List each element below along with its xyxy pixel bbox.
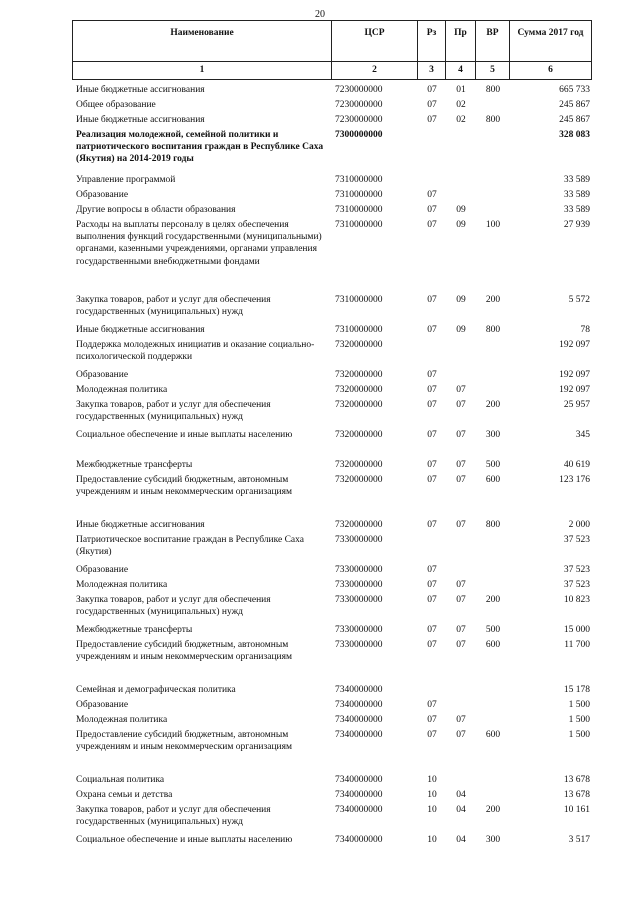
cell-sum: 192 097 (559, 340, 590, 350)
cell-sum: 245 867 (559, 115, 590, 125)
cell-pr: 09 (456, 205, 466, 215)
cell-rz: 07 (427, 580, 437, 590)
cell-csr: 7310000000 (335, 325, 383, 335)
header-csr: ЦСР (364, 28, 385, 38)
cell-csr: 7340000000 (335, 805, 383, 815)
cell-rz: 10 (427, 790, 437, 800)
cell-csr: 7340000000 (335, 700, 383, 710)
header-num-rz: 3 (429, 65, 434, 75)
header-sum-cell (509, 20, 592, 80)
cell-vr: 600 (485, 640, 501, 650)
cell-name: Общее образование (76, 100, 156, 110)
cell-sum: 37 523 (563, 535, 590, 545)
cell-name: Иные бюджетные ассигнования (76, 520, 205, 530)
cell-vr: 800 (485, 520, 501, 530)
cell-rz: 07 (427, 715, 437, 725)
cell-rz: 07 (427, 625, 437, 635)
cell-vr: 300 (485, 430, 501, 440)
cell-sum: 40 619 (563, 460, 590, 470)
cell-name: Управление программой (76, 175, 176, 185)
cell-csr: 7310000000 (335, 295, 383, 305)
cell-sum: 328 083 (559, 130, 590, 140)
cell-sum: 665 733 (559, 85, 590, 95)
cell-rz: 07 (427, 520, 437, 530)
cell-csr: 7230000000 (335, 85, 383, 95)
cell-rz: 07 (427, 190, 437, 200)
cell-name: Закупка товаров, работ и услуг для обеспечения государственных (муниципальных) нужд (76, 805, 271, 828)
cell-csr: 7320000000 (335, 400, 383, 410)
header-vr-cell (475, 20, 510, 80)
cell-sum: 192 097 (559, 385, 590, 395)
cell-sum: 10 823 (563, 595, 590, 605)
cell-csr: 7340000000 (335, 775, 383, 785)
cell-rz: 07 (427, 430, 437, 440)
cell-rz: 07 (427, 400, 437, 410)
cell-name: Семейная и демографическая политика (76, 685, 236, 695)
table-header (72, 20, 592, 82)
cell-rz: 07 (427, 385, 437, 395)
cell-rz: 10 (427, 805, 437, 815)
cell-name: Другие вопросы в области образования (76, 205, 236, 215)
cell-pr: 07 (456, 715, 466, 725)
cell-name: Социальное обеспечение и иные выплаты населению (76, 835, 293, 845)
cell-csr: 7320000000 (335, 385, 383, 395)
cell-csr: 7330000000 (335, 565, 383, 575)
header-sum: Сумма 2017 год (517, 28, 584, 38)
cell-name: Предоставление субсидий бюджетным, автономным учреждениям и иным некоммерческим организациям (76, 730, 293, 753)
cell-pr: 09 (456, 295, 466, 305)
cell-pr: 07 (456, 385, 466, 395)
cell-vr: 800 (485, 85, 501, 95)
cell-vr: 300 (485, 835, 501, 845)
cell-name: Реализация молодежной, семейной политики и патриотического воспитания граждан в Республике Саха (Якутия) на 2014-2019 годы (76, 130, 324, 165)
cell-csr: 7300000000 (335, 130, 383, 140)
cell-vr: 200 (485, 805, 501, 815)
cell-pr: 07 (456, 520, 466, 530)
cell-csr: 7310000000 (335, 220, 383, 230)
cell-rz: 07 (427, 220, 437, 230)
cell-rz: 07 (427, 565, 437, 575)
cell-rz: 07 (427, 295, 437, 305)
cell-sum: 27 939 (563, 220, 590, 230)
cell-csr: 7320000000 (335, 430, 383, 440)
cell-vr: 800 (485, 325, 501, 335)
cell-csr: 7310000000 (335, 175, 383, 185)
cell-csr: 7340000000 (335, 685, 383, 695)
cell-csr: 7330000000 (335, 625, 383, 635)
cell-vr: 600 (485, 475, 501, 485)
cell-csr: 7320000000 (335, 340, 383, 350)
cell-rz: 07 (427, 700, 437, 710)
cell-name: Образование (76, 565, 129, 575)
header-num-pr: 4 (458, 65, 463, 75)
cell-csr: 7320000000 (335, 520, 383, 530)
cell-rz: 07 (427, 370, 437, 380)
header-num-csr: 2 (372, 65, 377, 75)
header-pr: Пр (454, 28, 467, 38)
cell-pr: 07 (456, 625, 466, 635)
page-number: 20 (315, 9, 325, 20)
cell-name: Межбюджетные трансферты (76, 625, 193, 635)
header-csr-cell (331, 20, 418, 80)
cell-sum: 13 678 (563, 775, 590, 785)
cell-csr: 7340000000 (335, 835, 383, 845)
cell-name: Охрана семьи и детства (76, 790, 173, 800)
cell-csr: 7330000000 (335, 580, 383, 590)
cell-csr: 7330000000 (335, 535, 383, 545)
cell-vr: 600 (485, 730, 501, 740)
cell-rz: 07 (427, 325, 437, 335)
cell-rz: 07 (427, 85, 437, 95)
cell-vr: 200 (485, 400, 501, 410)
header-rz: Рз (426, 28, 437, 38)
cell-sum: 3 517 (568, 835, 590, 845)
cell-sum: 345 (575, 430, 590, 440)
cell-name: Закупка товаров, работ и услуг для обеспечения государственных (муниципальных) нужд (76, 400, 271, 423)
cell-name: Молодежная политика (76, 715, 168, 725)
cell-pr: 07 (456, 460, 466, 470)
cell-vr: 500 (485, 625, 501, 635)
header-vr: ВР (486, 28, 499, 38)
cell-pr: 04 (456, 805, 466, 815)
cell-sum: 1 500 (568, 715, 590, 725)
cell-name: Образование (76, 370, 129, 380)
cell-sum: 10 161 (563, 805, 590, 815)
cell-sum: 25 957 (563, 400, 590, 410)
header-name-cell (72, 20, 332, 80)
cell-name: Молодежная политика (76, 385, 168, 395)
cell-rz: 07 (427, 475, 437, 485)
header-name: Наименование (170, 28, 234, 38)
cell-sum: 123 176 (559, 475, 590, 485)
header-num-sum: 6 (548, 65, 553, 75)
cell-sum: 37 523 (563, 565, 590, 575)
cell-sum: 78 (580, 325, 590, 335)
cell-csr: 7230000000 (335, 115, 383, 125)
cell-rz: 07 (427, 100, 437, 110)
cell-name: Поддержка молодежных инициатив и оказание социально-психологической поддержки (76, 340, 315, 363)
cell-vr: 500 (485, 460, 501, 470)
header-pr-cell (445, 20, 476, 80)
cell-name: Предоставление субсидий бюджетным, автономным учреждениям и иным некоммерческим организациям (76, 640, 293, 663)
cell-name: Иные бюджетные ассигнования (76, 115, 205, 125)
cell-csr: 7310000000 (335, 190, 383, 200)
cell-name: Образование (76, 190, 129, 200)
cell-sum: 13 678 (563, 790, 590, 800)
cell-sum: 192 097 (559, 370, 590, 380)
cell-pr: 07 (456, 595, 466, 605)
cell-rz: 07 (427, 460, 437, 470)
cell-name: Закупка товаров, работ и услуг для обеспечения государственных (муниципальных) нужд (76, 595, 271, 618)
cell-rz: 10 (427, 775, 437, 785)
cell-name: Иные бюджетные ассигнования (76, 325, 205, 335)
cell-sum: 15 178 (563, 685, 590, 695)
cell-vr: 100 (485, 220, 501, 230)
cell-csr: 7320000000 (335, 370, 383, 380)
cell-sum: 33 589 (563, 190, 590, 200)
header-rz-cell (417, 20, 446, 80)
cell-name: Молодежная политика (76, 580, 168, 590)
cell-rz: 07 (427, 115, 437, 125)
cell-sum: 2 000 (568, 520, 590, 530)
cell-rz: 07 (427, 205, 437, 215)
cell-pr: 04 (456, 835, 466, 845)
cell-pr: 07 (456, 730, 466, 740)
cell-pr: 01 (456, 85, 466, 95)
cell-name: Социальная политика (76, 775, 165, 785)
cell-csr: 7340000000 (335, 790, 383, 800)
cell-pr: 07 (456, 400, 466, 410)
cell-rz: 07 (427, 730, 437, 740)
cell-rz: 10 (427, 835, 437, 845)
cell-name: Предоставление субсидий бюджетным, автономным учреждениям и иным некоммерческим организациям (76, 475, 293, 498)
cell-vr: 200 (485, 595, 501, 605)
cell-pr: 09 (456, 220, 466, 230)
cell-name: Закупка товаров, работ и услуг для обеспечения государственных (муниципальных) нужд (76, 295, 271, 318)
cell-sum: 1 500 (568, 700, 590, 710)
cell-pr: 07 (456, 580, 466, 590)
cell-pr: 02 (456, 100, 466, 110)
cell-vr: 200 (485, 295, 501, 305)
cell-pr: 07 (456, 640, 466, 650)
header-num-vr: 5 (490, 65, 495, 75)
cell-name: Расходы на выплаты персоналу в целях обеспечения выполнения функций государственными (муниципальными) органами, казенными учреждениями, органами управления государственными внебюджетными фондами (76, 220, 322, 267)
cell-csr: 7340000000 (335, 715, 383, 725)
cell-sum: 37 523 (563, 580, 590, 590)
header-num-name: 1 (199, 65, 205, 75)
cell-sum: 11 700 (564, 640, 590, 650)
cell-sum: 245 867 (559, 100, 590, 110)
cell-csr: 7340000000 (335, 730, 383, 740)
cell-name: Межбюджетные трансферты (76, 460, 193, 470)
cell-pr: 09 (456, 325, 466, 335)
cell-name: Иные бюджетные ассигнования (76, 85, 205, 95)
cell-name: Патриотическое воспитание граждан в Республике Саха (Якутия) (76, 535, 304, 558)
cell-csr: 7330000000 (335, 595, 383, 605)
cell-csr: 7320000000 (335, 460, 383, 470)
cell-csr: 7320000000 (335, 475, 383, 485)
cell-sum: 5 572 (568, 295, 590, 305)
cell-pr: 07 (456, 430, 466, 440)
cell-pr: 02 (456, 115, 466, 125)
cell-rz: 07 (427, 595, 437, 605)
cell-pr: 07 (456, 475, 466, 485)
cell-csr: 7330000000 (335, 640, 383, 650)
cell-pr: 04 (456, 790, 466, 800)
cell-vr: 800 (485, 115, 501, 125)
cell-csr: 7230000000 (335, 100, 383, 110)
cell-name: Социальное обеспечение и иные выплаты населению (76, 430, 293, 440)
cell-name: Образование (76, 700, 129, 710)
cell-csr: 7310000000 (335, 205, 383, 215)
cell-sum: 15 000 (563, 625, 590, 635)
cell-sum: 33 589 (563, 205, 590, 215)
cell-sum: 33 589 (563, 175, 590, 185)
cell-sum: 1 500 (568, 730, 590, 740)
cell-rz: 07 (427, 640, 437, 650)
